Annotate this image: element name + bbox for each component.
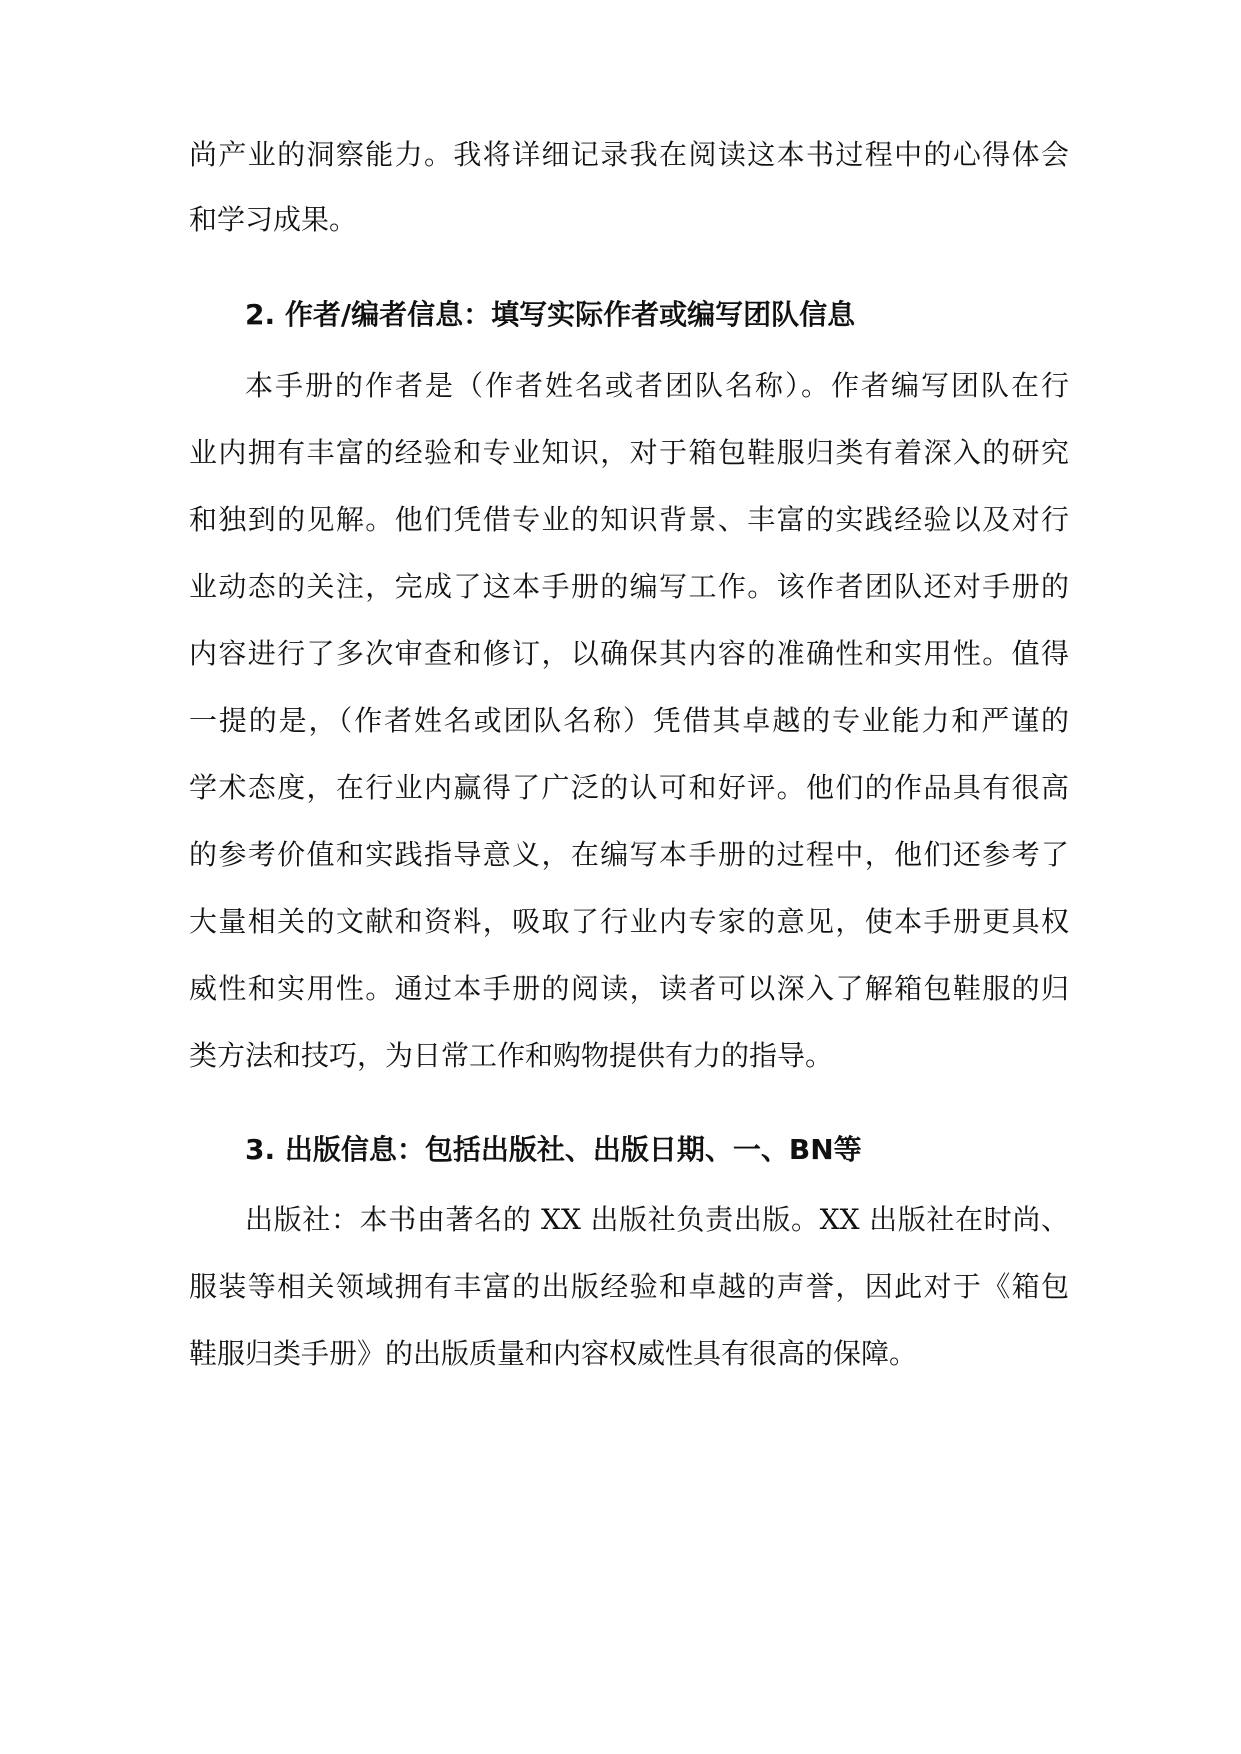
paragraph-line: 一提的是，（作者姓名或团队名称）凭借其卓越的专业能力和严谨的 <box>189 704 1069 737</box>
paragraph-line: 鞋服归类手册》的出版质量和内容权威性具有很高的保障。 <box>189 1337 918 1370</box>
paragraph-line: 业动态的关注，完成了这本手册的编写工作。该作者团队还对手册的 <box>189 570 1069 603</box>
paragraph-line: 和独到的见解。他们凭借专业的知识背景、丰富的实践经验以及对行 <box>189 503 1069 536</box>
paragraph-line: 尚产业的洞察能力。我将详细记录我在阅读这本书过程中的心得体会 <box>189 138 1069 171</box>
paragraph-line: 大量相关的文献和资料，吸取了行业内专家的意见，使本手册更具权 <box>189 905 1069 938</box>
paragraph-line: 的参考价值和实践指导意义，在编写本手册的过程中，他们还参考了 <box>189 838 1069 871</box>
paragraph-line: 本手册的作者是（作者姓名或者团队名称）。作者编写团队在行 <box>245 369 1069 402</box>
paragraph-line: 业内拥有丰富的经验和专业知识，对于箱包鞋服归类有着深入的研究 <box>189 436 1069 469</box>
paragraph-line: 出版社：本书由著名的 XX 出版社负责出版。XX 出版社在时尚、 <box>245 1203 1069 1236</box>
paragraph-line: 内容进行了多次审查和修订，以确保其内容的准确性和实用性。值得 <box>189 637 1069 670</box>
paragraph-line: 服装等相关领域拥有丰富的出版经验和卓越的声誉，因此对于《箱包 <box>189 1270 1069 1303</box>
paragraph-line: 和学习成果。 <box>189 203 358 236</box>
paragraph-line: 学术态度，在行业内赢得了广泛的认可和好评。他们的作品具有很高 <box>189 771 1069 804</box>
section-3-heading: 3. 出版信息：包括出版社、出版日期、一、BN等 <box>245 1133 862 1166</box>
paragraph-line: 威性和实用性。通过本手册的阅读，读者可以深入了解箱包鞋服的归 <box>189 972 1069 1005</box>
paragraph-line: 类方法和技巧，为日常工作和购物提供有力的指导。 <box>189 1039 834 1072</box>
section-2-heading: 2. 作者/编者信息：填写实际作者或编写团队信息 <box>245 298 856 331</box>
